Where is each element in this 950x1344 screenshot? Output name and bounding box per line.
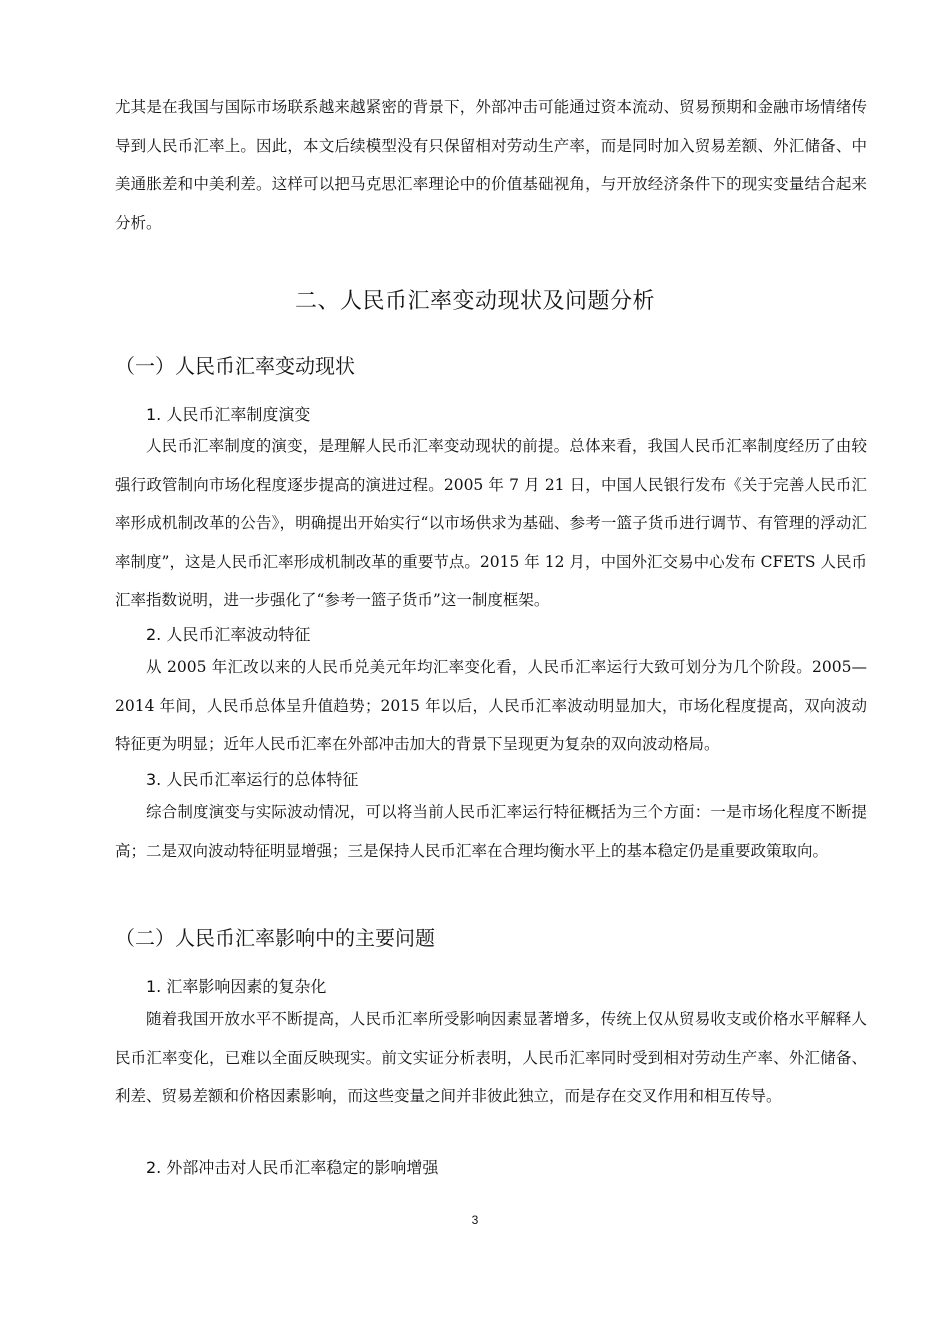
section2-sub1-title: 1. 汇率影响因素的复杂化 [146, 977, 327, 996]
page-number: 3 [471, 1213, 479, 1227]
section1-sub3-title: 3. 人民币汇率运行的总体特征 [146, 770, 359, 789]
section1-sub1-block [115, 427, 867, 620]
section2-sub1-block [115, 1000, 867, 1116]
section1-sub1-title: 1. 人民币汇率制度演变 [146, 405, 311, 424]
intro-block [115, 88, 867, 242]
chapter-title: 二、人民币汇率变动现状及问题分析 [294, 289, 655, 314]
section1-sub2-title: 2. 人民币汇率波动特征 [146, 625, 311, 644]
section1-sub3-paragraph: 综合制度演变与实际波动情况，可以将当前人民币汇率运行特征概括为三个方面：一是市场化程度不断提高；二是双向波动特征明显增强；三是保持人民币汇率在合理均衡水平上的基本稳定仍是重要政策取向。 [115, 803, 867, 860]
section1-sub1-paragraph: 人民币汇率制度的演变，是理解人民币汇率变动现状的前提。总体来看，我国人民币汇率制度经历了由较强行政管制向市场化程度逐步提高的演进过程。2005 年 7 月 21 日，中国人民银行发布《关于完善人民币汇率形成机制改革的公告》，明确提出开始实行“以市场供求为基础、参考一篮子货币进行调节、有管理的浮动汇率制度”，这是人民币汇率形成机制改革的重要节点。2015 年 12 月，中国外汇交易中心发布 CFETS 人民币汇率指数说明，进一步强化了“参考一篮子货币”这一制度框架。 [115, 437, 867, 609]
intro-paragraph: 尤其是在我国与国际市场联系越来越紧密的背景下，外部冲击可能通过资本流动、贸易预期和金融市场情绪传导到人民币汇率上。因此，本文后续模型没有只保留相对劳动生产率，而是同时加入贸易差额、外汇储备、中美通胀差和中美利差。这样可以把马克思汇率理论中的价值基础视角，与开放经济条件下的现实变量结合起来分析。 [115, 98, 867, 232]
section2-sub2-title: 2. 外部冲击对人民币汇率稳定的影响增强 [146, 1158, 439, 1177]
section2-sub1-paragraph: 随着我国开放水平不断提高，人民币汇率所受影响因素显著增多，传统上仅从贸易收支或价格水平解释人民币汇率变化，已难以全面反映现实。前文实证分析表明，人民币汇率同时受到相对劳动生产率、外汇储备、利差、贸易差额和价格因素影响，而这些变量之间并非彼此独立，而是存在交叉作用和相互传导。 [115, 1010, 867, 1105]
section1-sub3-block [115, 793, 867, 870]
section2-title: （二）人民币汇率影响中的主要问题 [115, 926, 435, 950]
section1-sub2-block [115, 648, 867, 764]
section1-title: （一）人民币汇率变动现状 [115, 354, 355, 378]
section1-sub2-paragraph: 从 2005 年汇改以来的人民币兑美元年均汇率变化看，人民币汇率运行大致可划分为几个阶段。2005—2014 年间，人民币总体呈升值趋势；2015 年以后，人民币汇率波动明显加大，市场化程度提高，双向波动特征更为明显；近年人民币汇率在外部冲击加大的背景下呈现更为复杂的双向波动格局。 [115, 658, 867, 753]
